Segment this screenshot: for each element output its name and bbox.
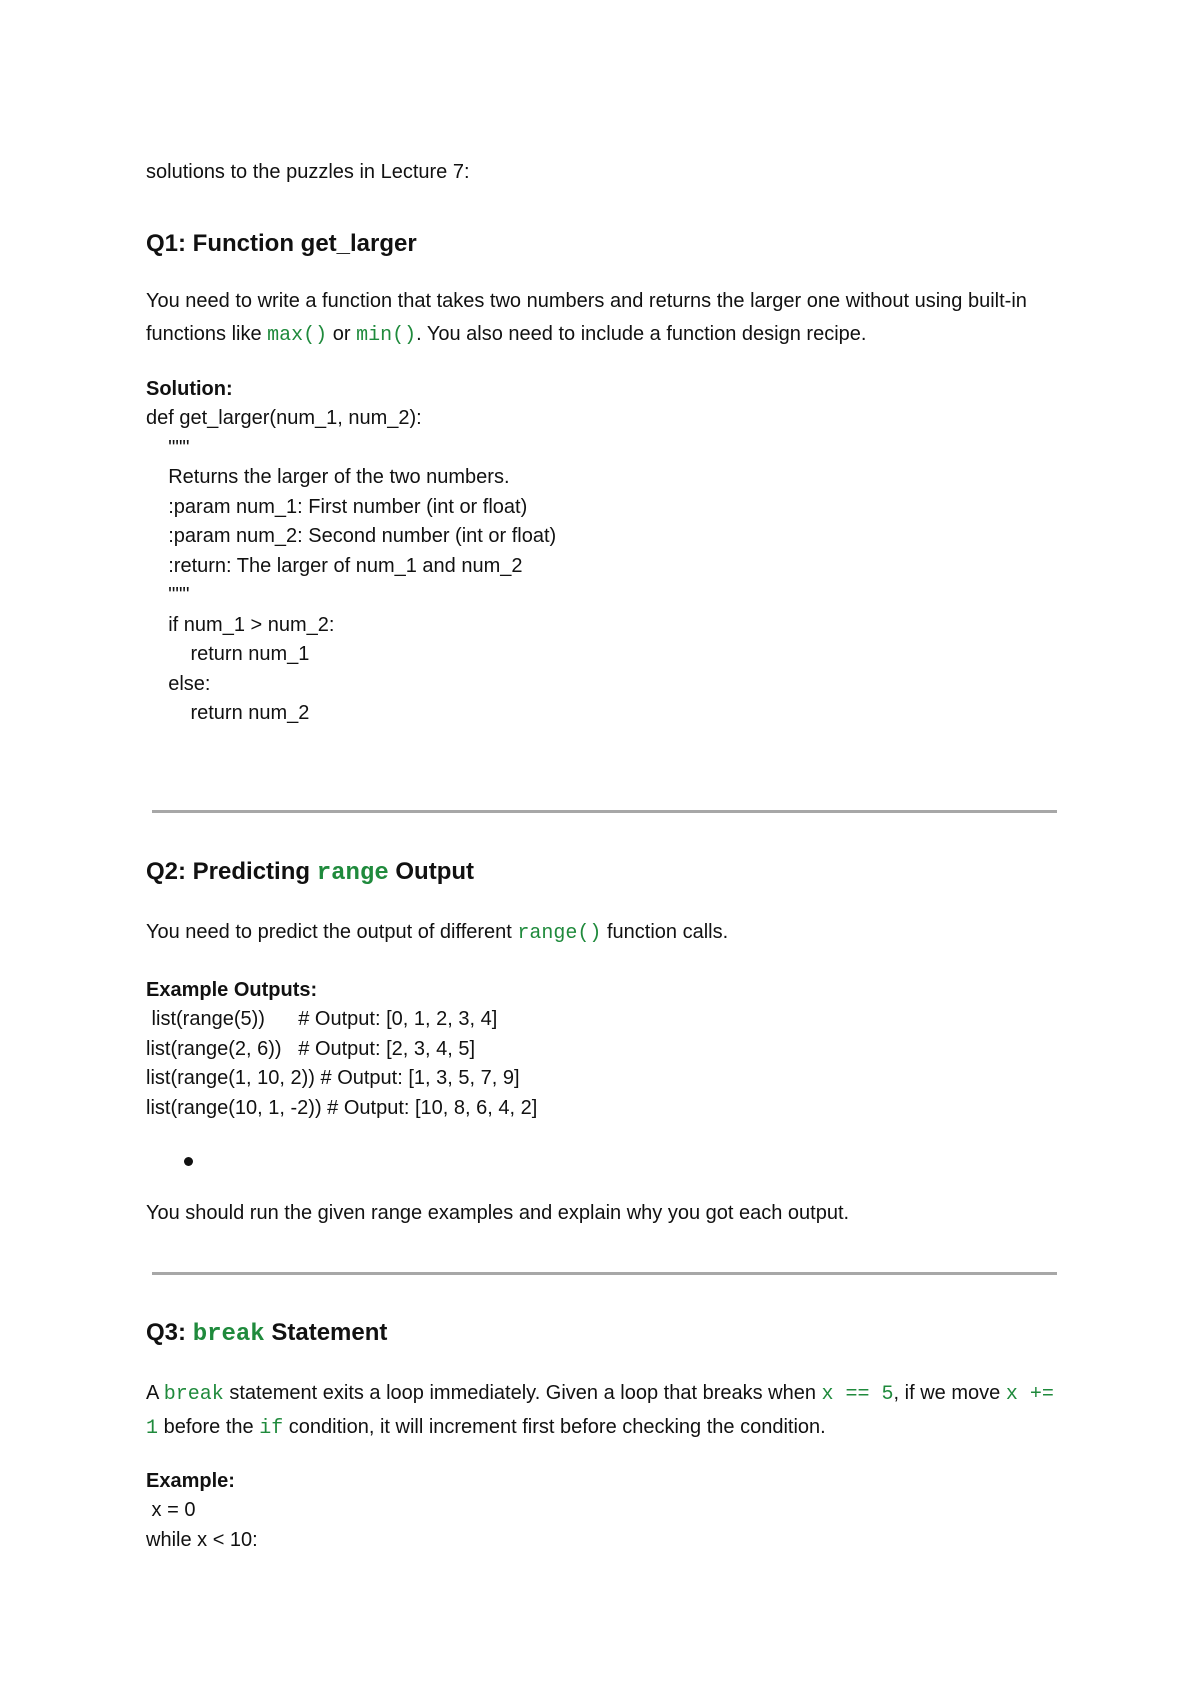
code-range-call: range() [517, 922, 602, 945]
q1-code-block [146, 404, 1070, 729]
bullet-point [184, 1157, 193, 1166]
q3-title-suffix: Statement [264, 1319, 388, 1346]
q3-desc-d: before the [158, 1416, 260, 1438]
q3-example [146, 1466, 1070, 1555]
code-line: return num_2 [146, 702, 310, 724]
q3-desc-a: A [146, 1382, 164, 1404]
q2-title-prefix: Q2: Predicting [146, 858, 317, 885]
solution-label: Solution: [146, 378, 233, 400]
q1-heading: Q1: Function get_larger [146, 230, 417, 257]
code-line: """ [146, 584, 190, 606]
q1-desc-part1: You need to write a function that takes two numbers and returns the larger one without using built-in functions like [146, 290, 1027, 345]
code-condition: x == 5 [821, 1383, 894, 1406]
q2-desc-suffix: function calls. [601, 921, 729, 943]
code-max: max() [267, 324, 328, 347]
q3-desc-b: statement exits a loop immediately. Given a loop that breaks when [223, 1382, 822, 1404]
code-increment: x += 1 [146, 1383, 1054, 1440]
example-line: list(range(1, 10, 2)) # Output: [1, 3, 5, 7, 9] [146, 1067, 520, 1089]
code-range-title: range [316, 860, 389, 887]
q2-title-suffix: Output [388, 858, 475, 885]
example-line: list(range(2, 6)) # Output: [2, 3, 4, 5] [146, 1037, 476, 1060]
q3-title-prefix: Q3: [146, 1319, 193, 1346]
section-divider [152, 1272, 1057, 1275]
section-divider [152, 810, 1057, 813]
q3-desc-e: condition, it will increment first before checking the condition. [283, 1416, 826, 1438]
code-line: """ [146, 436, 190, 459]
q2-description [146, 916, 1070, 950]
code-if: if [259, 1417, 284, 1440]
q3-desc-c: , if we move [893, 1382, 1006, 1404]
code-line: def get_larger(num_1, num_2): [146, 407, 422, 429]
examples-label: Example Outputs: [146, 979, 318, 1001]
q2-examples [146, 975, 1070, 1123]
q3-description [146, 1377, 1070, 1445]
q1-solution [146, 374, 1070, 729]
code-break: break [163, 1383, 224, 1406]
code-line: return num_1 [146, 643, 310, 665]
q1-desc-or: or [327, 323, 357, 345]
code-line: else: [146, 672, 211, 695]
code-min: min() [356, 324, 417, 347]
example-line: list(range(10, 1, -2)) # Output: [10, 8, 6, 4, 2] [146, 1096, 538, 1119]
example-line: while x < 10: [146, 1528, 258, 1551]
code-line: Returns the larger of the two numbers. [146, 466, 510, 488]
example-line: list(range(5)) # Output: [0, 1, 2, 3, 4] [146, 1008, 498, 1030]
q1-desc-part2: . You also need to include a function design recipe. [416, 323, 867, 345]
intro-text: solutions to the puzzles in Lecture 7: [146, 161, 470, 183]
example-line: x = 0 [146, 1499, 196, 1521]
q2-desc-prefix: You need to predict the output of different [146, 921, 518, 943]
q2-heading [146, 857, 1070, 889]
code-line: :param num_1: First number (int or float) [146, 495, 528, 518]
code-line: :param num_2: Second number (int or float) [146, 525, 557, 547]
code-line: :return: The larger of num_1 and num_2 [146, 554, 523, 577]
q3-heading [146, 1318, 1070, 1350]
example-label: Example: [146, 1470, 235, 1492]
q1-description [146, 285, 1070, 352]
code-break-title: break [192, 1321, 265, 1348]
q2-note: You should run the given range examples and explain why you got each output. [146, 1202, 850, 1224]
code-line: if num_1 > num_2: [146, 613, 335, 636]
